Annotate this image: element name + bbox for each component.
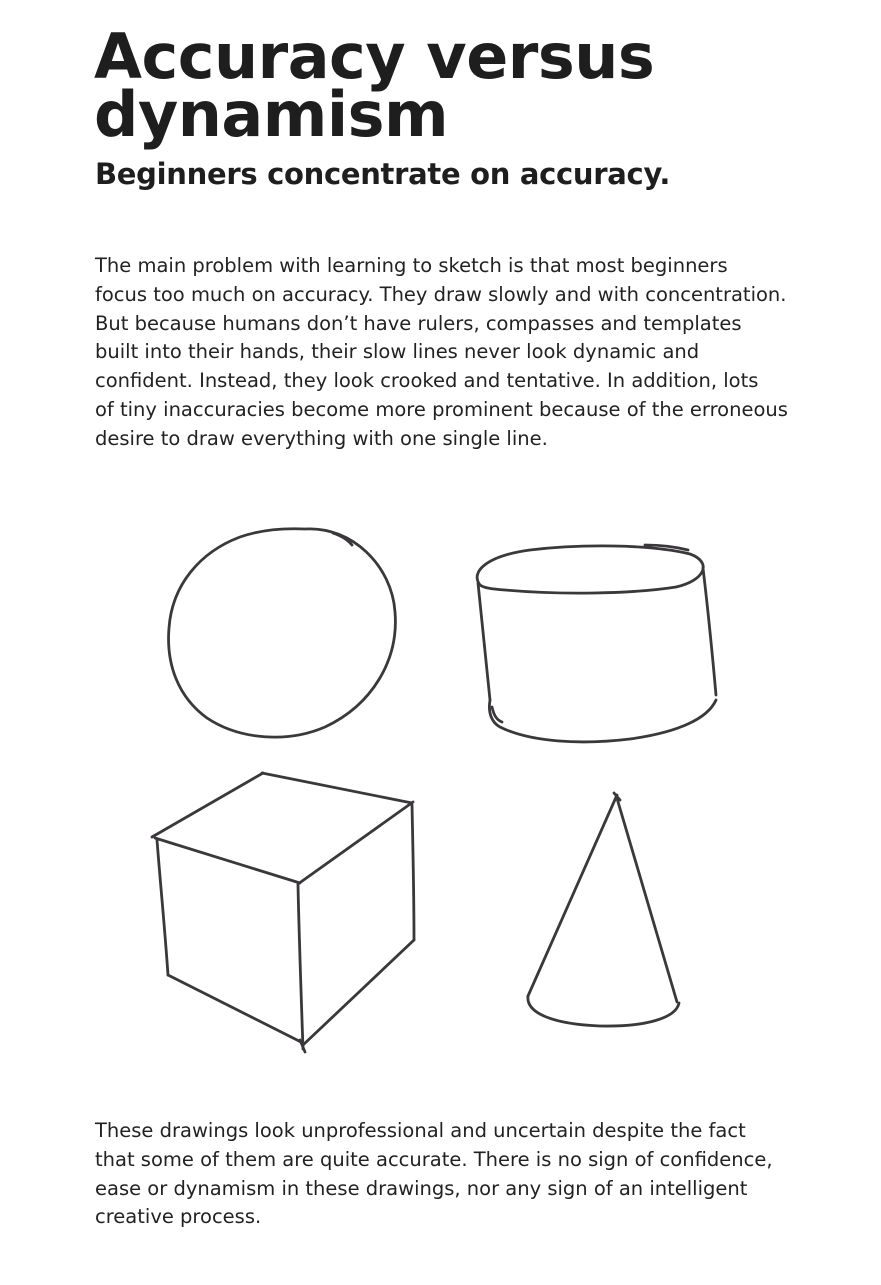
outro-line-2: that some of them are quite accurate. There is no sign of confidence, [95, 1147, 773, 1171]
title-line-2: dynamism [94, 78, 449, 151]
intro-line-3: But because humans don’t have rulers, compasses and templates [95, 311, 742, 335]
outro-line-1: These drawings look unprofessional and uncertain despite the fact [95, 1119, 746, 1142]
intro-line-6: of tiny inaccuracies become more prominent because of the erroneous [95, 397, 788, 421]
intro-line-7: desire to draw everything with one single line. [95, 426, 548, 450]
cylinder-sketch [477, 545, 716, 742]
page-title [94, 20, 814, 151]
circle-sketch [169, 529, 396, 737]
intro-line-4: built into their hands, their slow lines never look dynamic and [95, 340, 700, 364]
intro-line-2: focus too much on accuracy. They draw slowly and with concentration. [95, 282, 787, 306]
cone-sketch [528, 793, 679, 1026]
outro-line-3: ease or dynamism in these drawings, nor any sign of an intelligent [95, 1176, 748, 1200]
page-subtitle: Beginners concentrate on accuracy. [95, 157, 671, 191]
outro-line-4: creative process. [95, 1205, 262, 1229]
title-line-1: Accuracy versus [94, 20, 655, 93]
cube-sketch [152, 773, 414, 1052]
intro-line-1: The main problem with learning to sketch is that most beginners [95, 254, 728, 277]
intro-paragraph [95, 252, 830, 454]
outro-paragraph [95, 1117, 830, 1232]
intro-line-5: confident. Instead, they look crooked and tentative. In addition, lots [95, 369, 759, 393]
